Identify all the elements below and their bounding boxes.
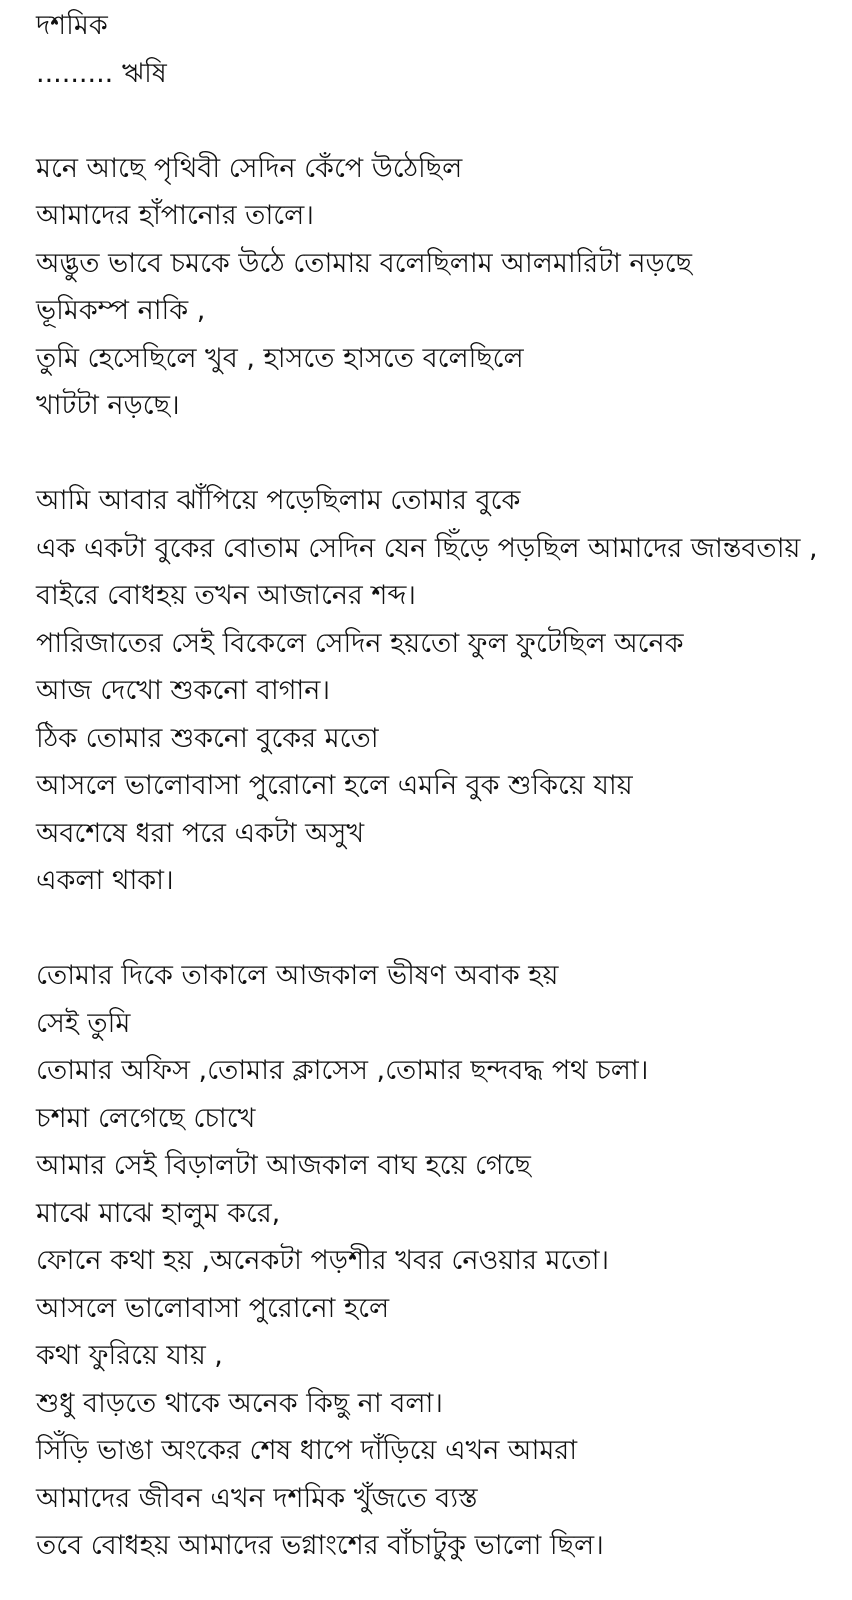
poem-document — [36, 0, 836, 1570]
poem-line: আমাদের জীবন এখন দশমিক খুঁজতে ব্যস্ত — [36, 1482, 478, 1514]
stanza-gap — [36, 97, 836, 145]
poem-line: শুধু বাড়তে থাকে অনেক কিছু না বলা। — [36, 1387, 443, 1419]
poem-line: কথা ফুরিয়ে যায় , — [36, 1340, 223, 1371]
poem-line: আমাদের হাঁপানোর তালে। — [36, 200, 314, 231]
poem-line: তোমার দিকে তাকালে আজকাল ভীষণ অবাক হয় — [36, 960, 559, 991]
poem-line: বাইরে বোধহয় তখন আজানের শব্দ। — [36, 580, 416, 611]
poem-line: অদ্ভুত ভাবে চমকে উঠে তোমায় বলেছিলাম আলমারিটা নড়ছে — [36, 247, 692, 279]
poem-line: আমি আবার ঝাঁপিয়ে পড়েছিলাম তোমার বুকে — [36, 485, 521, 516]
stanza-gap — [36, 905, 836, 953]
poem-line: তবে বোধহয় আমাদের ভগ্নাংশের বাঁচাটুকু ভালো ছিল। — [36, 1530, 604, 1561]
poem-line: একলা থাকা। — [36, 865, 174, 896]
stanza-2 — [36, 477, 836, 905]
poem-line: ফোনে কথা হয় ,অনেকটা পড়শীর খবর নেওয়ার মতো। — [36, 1245, 610, 1276]
poem-line: চশমা লেগেছে চোখে — [36, 1102, 256, 1134]
stanza-gap — [36, 430, 836, 478]
poem-line: সেই তুমি — [36, 1007, 131, 1039]
poem-author: ......... ঋষি — [36, 57, 167, 89]
stanza-3 — [36, 952, 836, 1570]
poem-line: এক একটা বুকের বোতাম সেদিন যেন ছিঁড়ে পড়ছিল আমাদের জান্তবতায় , — [36, 532, 818, 564]
poem-line: তুমি হেসেছিলে খুব , হাসতে হাসতে বলেছিলে — [36, 342, 524, 374]
poem-line: আসলে ভালোবাসা পুরোনো হলে — [36, 1292, 390, 1324]
poem-line: ঠিক তোমার শুকনো বুকের মতো — [36, 722, 379, 754]
poem-line: আসলে ভালোবাসা পুরোনো হলে এমনি বুক শুকিয়ে যায় — [36, 770, 633, 801]
poem-line: আজ দেখো শুকনো বাগান। — [36, 675, 331, 706]
poem-line: আমার সেই বিড়ালটা আজকাল বাঘ হয়ে গেছে — [36, 1150, 531, 1181]
poem-line: অবশেষে ধরা পরে একটা অসুখ — [36, 817, 365, 849]
poem-line: ভূমিকম্প নাকি , — [36, 295, 206, 326]
poem-title: দশমিক — [36, 10, 108, 41]
poem-line: তোমার অফিস ,তোমার ক্লাসেস ,তোমার ছন্দবদ্ধ পথ চলা। — [36, 1055, 649, 1086]
poem-line: খাটটা নড়ছে। — [36, 390, 180, 421]
poem-line: সিঁড়ি ভাঙা অংকের শেষ ধাপে দাঁড়িয়ে এখন আমরা — [36, 1435, 578, 1466]
poem-line: মনে আছে পৃথিবী সেদিন কেঁপে উঠেছিল — [36, 152, 463, 184]
poem-line: মাঝে মাঝে হালুম করে, — [36, 1197, 281, 1229]
poem-line: পারিজাতের সেই বিকেলে সেদিন হয়তো ফুল ফুটেছিল অনেক — [36, 627, 684, 659]
stanza-1 — [36, 145, 836, 430]
